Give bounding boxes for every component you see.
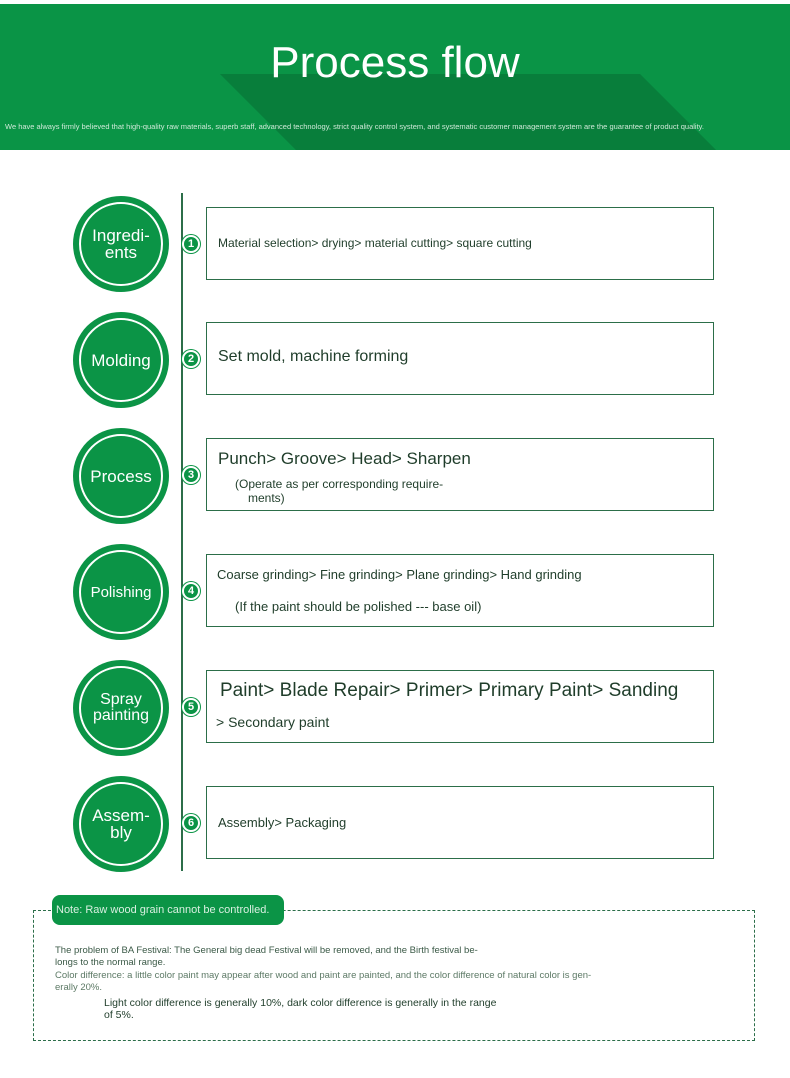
- step-name: Assem- bly: [79, 782, 163, 866]
- step-number-badge: 6: [182, 814, 200, 832]
- note-color-line1: Color difference: a little color paint may appear after wood and paint are painted, and the color difference of natural color is gen-: [55, 970, 592, 981]
- step-number-badge: 2: [182, 350, 200, 368]
- step-note: (If the paint should be polished --- base oil): [235, 599, 482, 614]
- header-banner: [0, 4, 790, 150]
- step-description-box: [206, 207, 714, 280]
- step-description-box: [206, 670, 714, 743]
- process-step-polishing: [0, 542, 790, 642]
- note-light-dark-line2: of 5%.: [104, 1009, 134, 1021]
- step-description-box: [206, 322, 714, 395]
- step-description-cont: > Secondary paint: [216, 714, 330, 730]
- process-step-ingredients: [0, 194, 790, 294]
- step-note: (Operate as per corresponding require-: [235, 477, 444, 491]
- step-description: Material selection> drying> material cutting> square cutting: [218, 236, 532, 250]
- step-circle: [73, 660, 169, 756]
- step-number-badge: 3: [182, 466, 200, 484]
- step-description: Assembly> Packaging: [218, 815, 347, 830]
- step-name: Process: [79, 434, 163, 518]
- step-note-cont: ments): [248, 491, 285, 505]
- header-subtitle: We have always firmly believed that high-quality raw materials, superb staff, advanced technology, strict quality control system, and systematic customer management system are the guarantee of product quality.: [5, 122, 704, 131]
- note-tag: Note: Raw wood grain cannot be controlled.: [52, 895, 284, 925]
- step-number-badge: 5: [182, 698, 200, 716]
- step-name: Ingredi- ents: [79, 202, 163, 286]
- page-title: Process flow: [270, 38, 520, 87]
- process-step-spray-painting: [0, 658, 790, 758]
- step-name: Molding: [79, 318, 163, 402]
- step-circle: [73, 544, 169, 640]
- step-description-box: [206, 554, 714, 627]
- step-circle: [73, 312, 169, 408]
- step-circle: [73, 428, 169, 524]
- step-name: Polishing: [79, 550, 163, 634]
- timeline-line: [181, 193, 183, 871]
- note-color-line2: erally 20%.: [55, 982, 102, 993]
- step-description-box: [206, 786, 714, 859]
- note-light-dark-line1: Light color difference is generally 10%, dark color difference is generally in the range: [104, 997, 497, 1009]
- step-name: Spray painting: [79, 666, 163, 750]
- step-description: Paint> Blade Repair> Primer> Primary Paint> Sanding: [220, 680, 679, 701]
- step-number-badge: 1: [182, 235, 200, 253]
- process-step-molding: [0, 310, 790, 410]
- process-step-assembly: [0, 774, 790, 874]
- step-circle: [73, 776, 169, 872]
- step-description: Coarse grinding> Fine grinding> Plane grinding> Hand grinding: [217, 567, 582, 582]
- step-number-badge: 4: [182, 582, 200, 600]
- step-description-box: [206, 438, 714, 511]
- process-step-process: [0, 426, 790, 526]
- note-festival-line2: longs to the normal range.: [55, 957, 166, 968]
- step-description: Set mold, machine forming: [218, 348, 409, 365]
- step-description: Punch> Groove> Head> Sharpen: [218, 449, 471, 468]
- step-circle: [73, 196, 169, 292]
- note-festival-line1: The problem of BA Festival: The General big dead Festival will be removed, and the Birth festival be-: [55, 945, 478, 956]
